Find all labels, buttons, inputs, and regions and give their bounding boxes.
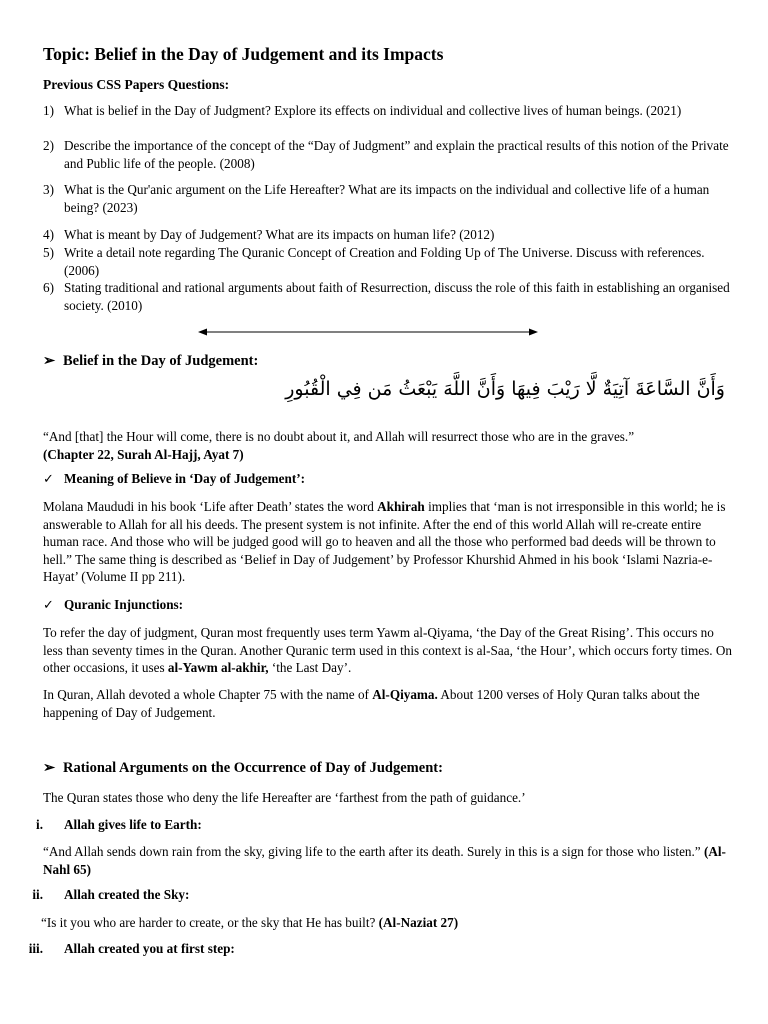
argument-heading-text: Allah created you at first step:	[64, 941, 235, 956]
subheading-injunctions	[43, 597, 183, 613]
arrow-bullet-icon: ➢	[43, 760, 56, 776]
paragraph-injunctions-2	[43, 686, 733, 721]
paragraph-text: Molana Maududi in his book ‘Life after Death’ states the word	[43, 499, 378, 514]
question-item	[43, 279, 733, 314]
verse-reference: (Chapter 22, Surah Al-Hajj, Ayat 7)	[43, 446, 244, 462]
roman-numeral: iii.	[28, 941, 43, 956]
arrow-bullet-icon: ➢	[43, 353, 56, 369]
verse-translation	[43, 428, 733, 463]
question-number: 3)	[43, 182, 54, 197]
checkmark-icon: ✓	[43, 471, 55, 486]
arabic-verse: وَأَنَّ السَّاعَةَ آتِيَةٌ لَّا رَيْبَ فِيهَا وَأَنَّ اللَّهَ يَبْعَثُ مَن فِي الْقُبُورِ	[285, 378, 725, 400]
section-heading-belief	[43, 353, 258, 370]
question-item	[43, 102, 733, 120]
argument-quote	[43, 843, 733, 878]
bold-term: Al-Qiyama.	[372, 687, 438, 702]
quote-reference: (Al-Naziat 27)	[378, 915, 459, 930]
argument-quote	[41, 914, 731, 932]
verse-quote: “And [that] the Hour will come, there is no doubt about it, and Allah will resurrect those who are in the graves.”	[43, 429, 635, 444]
questions-subheading: Previous CSS Papers Questions:	[43, 77, 230, 92]
subheading-meaning	[43, 471, 305, 487]
argument-heading-text: Allah gives life to Earth:	[64, 817, 202, 832]
question-text: Describe the importance of the concept of the “Day of Judgment” and explain the practical results of this notion of the Private and Public life of the people. (2008)	[64, 138, 729, 171]
paragraph-text: About 1200 verses of Holy Quran talks about the happening of Day of Judgement.	[43, 687, 700, 720]
roman-numeral: i.	[36, 817, 43, 832]
section-heading-rational	[43, 760, 443, 777]
bold-term: Akhirah	[377, 499, 425, 514]
subheading-text: Quranic Injunctions:	[64, 597, 184, 612]
question-number: 1)	[43, 103, 54, 118]
rational-intro: The Quran states those who deny the life Hereafter are ‘farthest from the path of guidance.’	[43, 790, 526, 805]
question-text: What is meant by Day of Judgement? What are its impacts on human life? (2012)	[64, 227, 495, 242]
section-heading-text: Belief in the Day of Judgement:	[63, 353, 259, 369]
quote-text: “And Allah sends down rain from the sky, giving life to the earth after its death. Surely in this is a sign for those who listen.”	[43, 844, 701, 859]
question-text: Write a detail note regarding The Quranic Concept of Creation and Folding Up of The Universe. Discuss with references. (2006)	[64, 245, 705, 278]
question-text: Stating traditional and rational arguments about faith of Resurrection, discuss the role of this faith in establishing an organised society. (2010)	[64, 280, 730, 313]
paragraph-text: In Quran, Allah devoted a whole Chapter 75 with the name of	[43, 687, 373, 702]
question-item	[43, 244, 733, 279]
paragraph-injunctions-1	[43, 624, 733, 677]
question-text: What is belief in the Day of Judgment? Explore its effects on individual and collective lives of human beings. (2021)	[64, 103, 682, 118]
quote-reference: (Al-Nahl 65)	[43, 844, 726, 877]
bold-term: al-Yawm al-akhir,	[167, 660, 269, 675]
roman-numeral: ii.	[32, 887, 43, 902]
argument-heading-text: Allah created the Sky:	[64, 887, 190, 902]
paragraph-text: implies that ‘man is not irresponsible in this world; he is answerable to Allah for all his deeds. The present system is not infinite. After the end of this world Allah will re-create entire human race. And those who will be judged good will go to heaven and all the those who performed bad deeds will be thrown to hell.” The same thing is described as ‘Belief in Day of Judgement’ by Professor Khurshid Ahmed in his book ‘Islami Nazria-e-Hayat’ (Volume II pp 211).	[43, 499, 726, 584]
question-item	[43, 226, 733, 244]
question-text: What is the Qur'anic argument on the Life Hereafter? What are its impacts on the individual and collective life of a human being? (2023)	[64, 182, 710, 215]
paragraph-text: ‘the Last Day’.	[268, 660, 352, 675]
question-number: 5)	[43, 245, 54, 260]
paragraph-meaning	[43, 498, 733, 586]
question-item	[43, 181, 733, 216]
double-arrow-divider	[198, 325, 538, 339]
page-title: Topic: Belief in the Day of Judgement and its Impacts	[43, 44, 444, 64]
question-number: 6)	[43, 280, 54, 295]
subheading-text: Meaning of Believe in ‘Day of Judgement’:	[64, 471, 306, 486]
checkmark-icon: ✓	[43, 597, 55, 612]
paragraph-text: To refer the day of judgment, Quran most frequently uses term Yawm al-Qiyama, ‘the Day of the Great Rising’. This occurs no less than seventy times in the Quran. Another Quranic term used in this context is al-Saa, ‘the Hour’, which occurs forty times. On other occasions, it uses	[43, 625, 733, 675]
question-number: 2)	[43, 138, 54, 153]
quote-text: “Is it you who are harder to create, or the sky that He has built?	[41, 915, 376, 930]
question-number: 4)	[43, 227, 54, 242]
question-item	[43, 137, 733, 172]
section-heading-text: Rational Arguments on the Occurrence of Day of Judgement:	[63, 760, 443, 776]
